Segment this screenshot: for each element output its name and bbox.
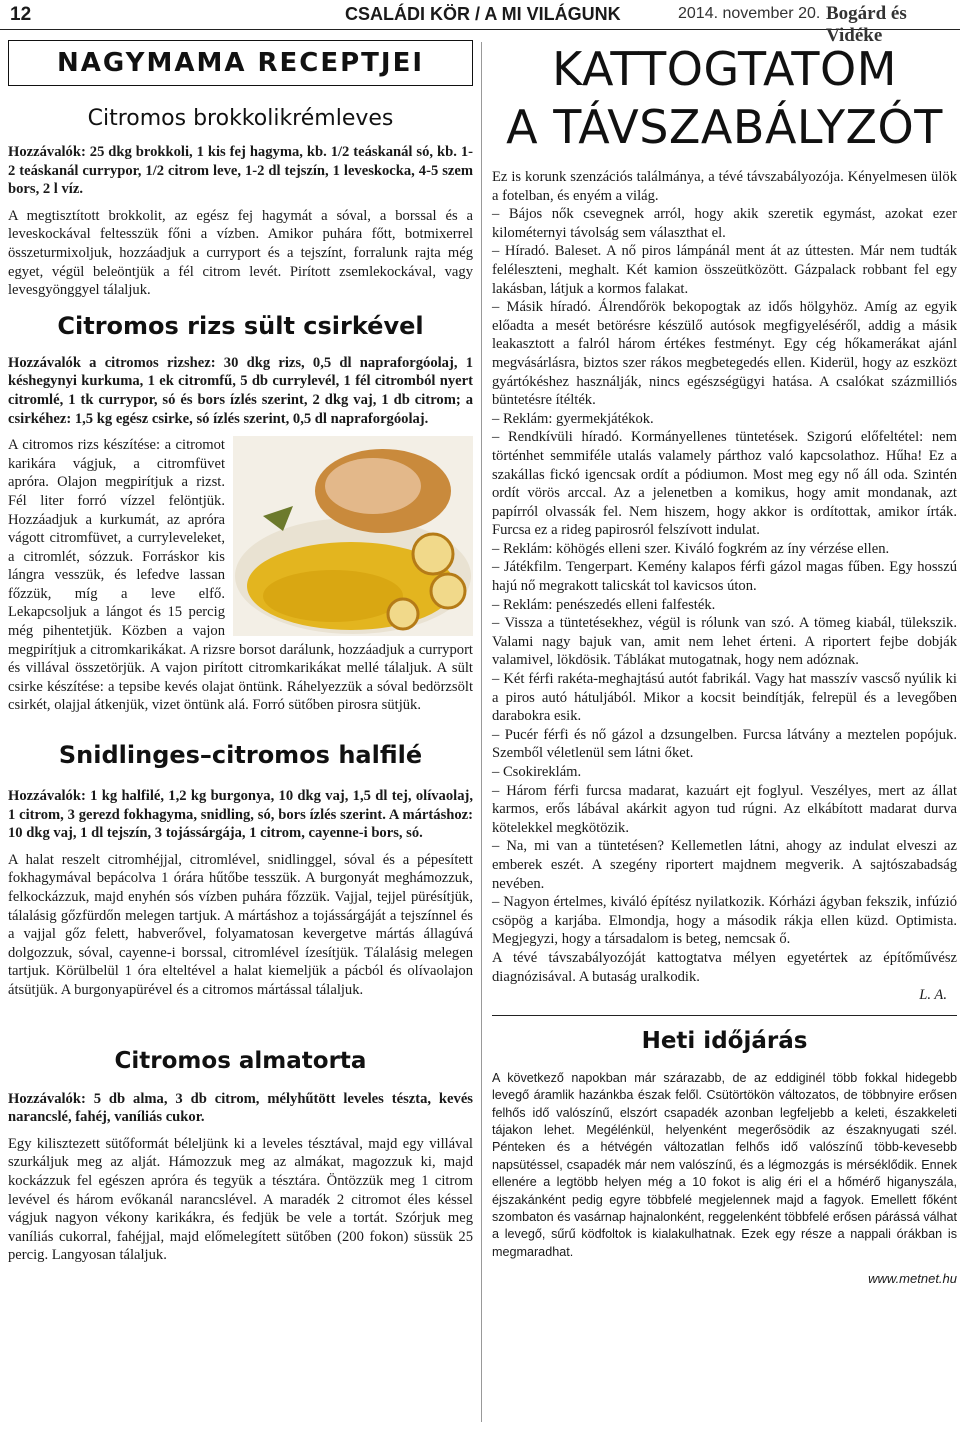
article-paragraph: – Na, mi van a tüntetésen? Kellemetlen látni, ahogy az indulat elveszi az emberek eszét. A szegény riportert majdnem megverik. A sajtószabadság nevében.	[492, 838, 957, 892]
recipe-title-hal: Snidlinges–citromos halfilé	[58, 741, 423, 770]
recipes-column	[8, 40, 473, 1265]
article-paragraph: – Játékfilm. Tengerpart. Kemény kalapos férfi gázol magas fűben. Egy hosszú hajú nő megrakott talicskát tol kavicsos úton.	[492, 559, 957, 595]
recipe-ingredients-brokkoli: Hozzávalók: 25 dkg brokkoli, 1 kis fej hagyma, kb. 1/2 teáskanál só, kb. 1-2 teáskanál currypor, 1/2 citrom leve, 1-2 dl tejszín, 1 leveskocka, 4-5 szem bors, 2 l víz.	[8, 144, 473, 198]
article-paragraph: – Másik híradó. Álrendőrök bekopogtak az idős hölgyhöz. Amíg az egyik előadta a mesét betörésre készülő autósok megfigyeléséről, addig a másik leakasztott a falról három értékes festményt. Egy cég hőkamerákat ajánl megvásárlásra, biztos szer rákos megbetegedés ellen. Kiderül, hogy az eszközt gyártókéshez használják, nincs egészségügyi hatása. A csalókat százmilliós büntetésre ítélték.	[492, 299, 957, 409]
weather-title: Heti időjárás	[641, 1027, 808, 1054]
article-title-line-2: A TÁVSZABÁLYZÓT	[506, 100, 943, 154]
article-paragraph: – Csokireklám.	[492, 764, 582, 780]
article-body	[492, 168, 957, 1005]
recipe-ingredients-hal: Hozzávalók: 1 kg halfilé, 1,2 kg burgonya, 10 dkg vaj, 1,5 dl tej, olívaolaj, 1 citrom, 3 gerezd fokhagyma, snidling, só, bors ízlés szerint. A mártáshoz: 10 dkg vaj, 1 dl tejszín, 3 tojássárgája, 1 citrom, cayenne-i bors, só.	[8, 788, 473, 842]
article-paragraph: Ez is korunk szenzációs találmánya, a tévé távszabályozója. Kényelmesen ülök a fotelban, és enyém a világ.	[492, 169, 957, 204]
column-divider	[481, 42, 482, 1422]
recipe-method-alma: Egy kilisztezett sütőformát béleljünk ki a leveles tésztával, majd egy villával szurkáljuk meg az alját. Hámozzuk meg az almákat, magozzuk ki, majd kockázzuk fel egészen apróra és tegyük a tésztára. Öntözzük meg 1 citrom levével és három evőkanál narancslével. A maradék 2 citromot éles késsel vágjuk nagyon vékony karikákra, és fedjük be vele a tortát. Szórjuk meg vaníliás cukorral, fahéjjal, majd előmelegített sütőben (200 fokon) süssük 25 percig. Langyosan tálaljuk.	[8, 1135, 473, 1264]
recipe-method-brokkoli: A megtisztított brokkolit, az egész fej hagymát a sóval, a borssal és a leveskockával feltesszük főni a vízben. Amikor puhára főtt, botmixerrel összeturmixoljuk, hozzáadjuk a curryport és a tejszínt, forralunk rajta még egyet, végül beleöntjük a fél citrom levét. Pirított zsemlekockával, vagy levesgyönggyel tálaljuk.	[8, 207, 473, 299]
article-paragraph: A tévé távszabályozóját kattogtatva mélyen egyetértek az építőművész diagnózisával. A butaság uralkodik.	[492, 949, 957, 985]
article-paragraph: – Bájos nők csevegnek arról, hogy akik szeretik egymást, azokat ezer kilométernyi távolság sem választhat el.	[492, 206, 957, 241]
article-paragraph: – Két férfi rakéta-meghajtású autót fabrikál. Vagy hat masszív vascső nyúlik ki a piros autó hátuljából. Mikor a kocsit beindítják, felrepül és a levegőben darabokra esik.	[492, 671, 957, 725]
recipes-banner-text: NAGYMAMA RECEPTJEI	[56, 48, 425, 78]
article-paragraph: – Híradó. Baleset. A nő piros lámpánál ment át az úttesten. Már nem tudták feléleszteni, meghalt. Két kamion összeütközött. Gázpalack robbant fel egy lakásban, látjuk a kormos falakat.	[492, 243, 957, 297]
recipe-title-rizs: Citromos rizs sült csirkével	[57, 311, 424, 340]
issue-date: 2014. november 20.	[678, 5, 821, 22]
article-paragraph: – Rendkívüli híradó. Kormányellenes tüntetések. Szigorú előfeltétel: nem történhet semmiféle utalás valamely párthoz való kapcsolathoz. Hűha! Ez a szakállas fickó igencsak ordít a pódiumon. Most meg egy nő áll oda. Szintén ordít vörös arccal. Az a jelenetben a komikus, hogy amit mondanak, azt papírról olvassák fel. Nem hiszem, hogy akkor is ordítottak, amikor írták. Furcsa ez a rideg papirosról felszívott indulat.	[492, 429, 957, 539]
weather-divider	[492, 1015, 957, 1016]
weather-text: A következő napokban már szárazabb, de az eddiginél több fokkal hidegebb levegő áramlik hazánkba észak felől. Csütörtökön változatos, de többnyire erősen felhős idő valószínű, elszórt csapadék azonban legfeljebb a keleti, északkeleti tájakon lehet. Megélénkül, helyenként megerősödik az északnyugati szél. Pénteken és a hétvégén változatlan felhős idő valószínű több-kevesebb napsütéssel, csapadék már nem valószínű, és a légmozgás is mérséklődik. Ennek ellenére a legtöbb helyen még a 10 fokot is alig éri el a hőmérő higanyszála, éjszakánként pedig egyre többfelé megjelennek majd a fagyok. Emellett főként szombaton és vasárnap hajnalonként, reggelenként többfelé erősen párássá válhat a levegő, sűrű ködfoltok is kialakulhatnak. Ezek egy része a nappali órákban is megmaradhat.	[492, 1070, 957, 1259]
article-paragraph: – Nagyon értelmes, kiváló építész nyilatkozik. Kórházi ágyban fekszik, infúzió csöpög a karjába. Elmondja, hogy a második rákja ellen küzd. Optimista. Megjegyzi, hogy a társadalom is beteg, nemcsak ő.	[492, 894, 957, 948]
recipe-ingredients-alma: Hozzávalók: 5 db alma, 3 db citrom, mélyhűtött leveles tészta, kevés narancslé, fahéj, vaníliás cukor.	[8, 1090, 473, 1126]
recipe-ingredients-rizs: Hozzávalók a citromos rizshez: 30 dkg rizs, 0,5 dl napraforgóolaj, 1 késhegynyi kurkuma, 1 ek citromfű, 5 db currylevél, 1 fél citromból nyert citromlé, 1 tk currypor, só és bors ízlés szerint, 2 dkg vaj, 1 db citrom; a csirkéhez: 1,5 kg egész csirke, só ízlés szerint, 0,5 dl napraforgóolaj.	[8, 354, 473, 427]
recipe-method-hal: A halat reszelt citromhéjjal, citromlével, snidlinggel, sóval és a pépesített fokhagymával bepácolva 1 órára hűtőbe tesszük. A burgonyát meghámozzuk, felkockázzuk, majd enyhén sós vízben puhára főzzük. Vajjal, tejjel pürésítjük, tálalásig gőzfürdőn melegen tartjuk. A mártáshoz a tojássárgáját a tejszínnel és a vajjal gőz felett, habverővel, folyamatosan kevergetve mártás állagúvá dolgozzuk, sóval, cayenne-i borssal, citromlével ízesítjük. Tálalásig melegen tartjuk. Körülbelül 1 óra elteltével a halat kiemeljük a pácból és olívaolajon átsütjük. A burgonyapürével és a citromos mártással tálaljuk.	[8, 851, 473, 998]
article-paragraph: – Pucér férfi és nő gázol a dzsungelben. Furcsa látvány a meztelen popójuk. Szemből véletlenül sem látni őket.	[492, 726, 957, 762]
recipe-method-rizs-block	[8, 436, 473, 715]
page-number: 12	[10, 4, 32, 25]
article-paragraph: – Reklám: penészedés elleni falfesték.	[492, 596, 716, 613]
recipe-title-brokkoli: Citromos brokkolikrémleves	[87, 106, 394, 131]
article-paragraph: – Reklám: gyermekjátékok.	[492, 410, 654, 427]
article-column	[492, 40, 957, 1286]
article-title	[492, 40, 957, 156]
recipe-method-rizs: A citromos rizs készítése: a citromot karikára vágjuk, a citromfüvet apróra. Olajon megpirítjuk a rizst. Fél liter forró vízzel felöntjük. Hozzáadjuk a kurkumát, az apróra vágott citromfüvet, a curryleveleket, a citromlét, sózzuk. Forráskor kis lángra vesszük, és lefedve lassan főzzük, míg a leve elfő. Lekapcsoljuk a lángot és 15 percig még pihentetjük. Közben a vajon megpirítjuk a citromkarikákat. A rizsre borsot darálunk, hozzáadjuk a curryport és villával összetörjük. A vajon pirított citromkarikákat mellé tálaljuk. A sült csirke készítése: a tepsibe kevés olajat öntünk. Ráhelyezzük a sóval bedörzsölt csirkét, olajjal átkenjük, vizet öntünk alá. Forró sütőben pirosra sütjük.	[8, 437, 473, 714]
article-title-line-1: KATTOGTATOM	[552, 42, 897, 96]
page-header	[0, 0, 960, 46]
section-title: CSALÁDI KÖR / A MI VILÁGUNK	[345, 4, 621, 24]
recipe-title-alma: Citromos almatorta	[114, 1047, 367, 1074]
recipes-banner	[8, 40, 473, 86]
publication-name: Bogárd és Vidéke	[826, 3, 907, 46]
article-paragraph: – Reklám: köhögés elleni szer. Kiváló fogkrém az íny vérzése ellen.	[492, 540, 890, 557]
article-signature: L. A.	[919, 987, 947, 1004]
weather-source: www.metnet.hu	[868, 1271, 957, 1287]
article-paragraph: – Vissza a tüntetésekhez, végül is rólunk van szó. A tömeg kiabál, tülekszik. Valami nagy bajuk van, amit nem lehet érteni. A riportert fejbe dobják valamivel, lökdösik. Táblákat mutogatnak, hogy nem adóznak.	[492, 615, 957, 669]
article-paragraph: – Három férfi furcsa madarat, kazuárt ejt foglyul. Veszélyes, mert az állat karmos, erős lábával akárkit agyon tud rúgni. Az elkábított madarat durva kötelekkel megkötözik.	[492, 782, 957, 836]
food-photo	[233, 436, 473, 636]
food-photo-illustration	[233, 436, 473, 636]
